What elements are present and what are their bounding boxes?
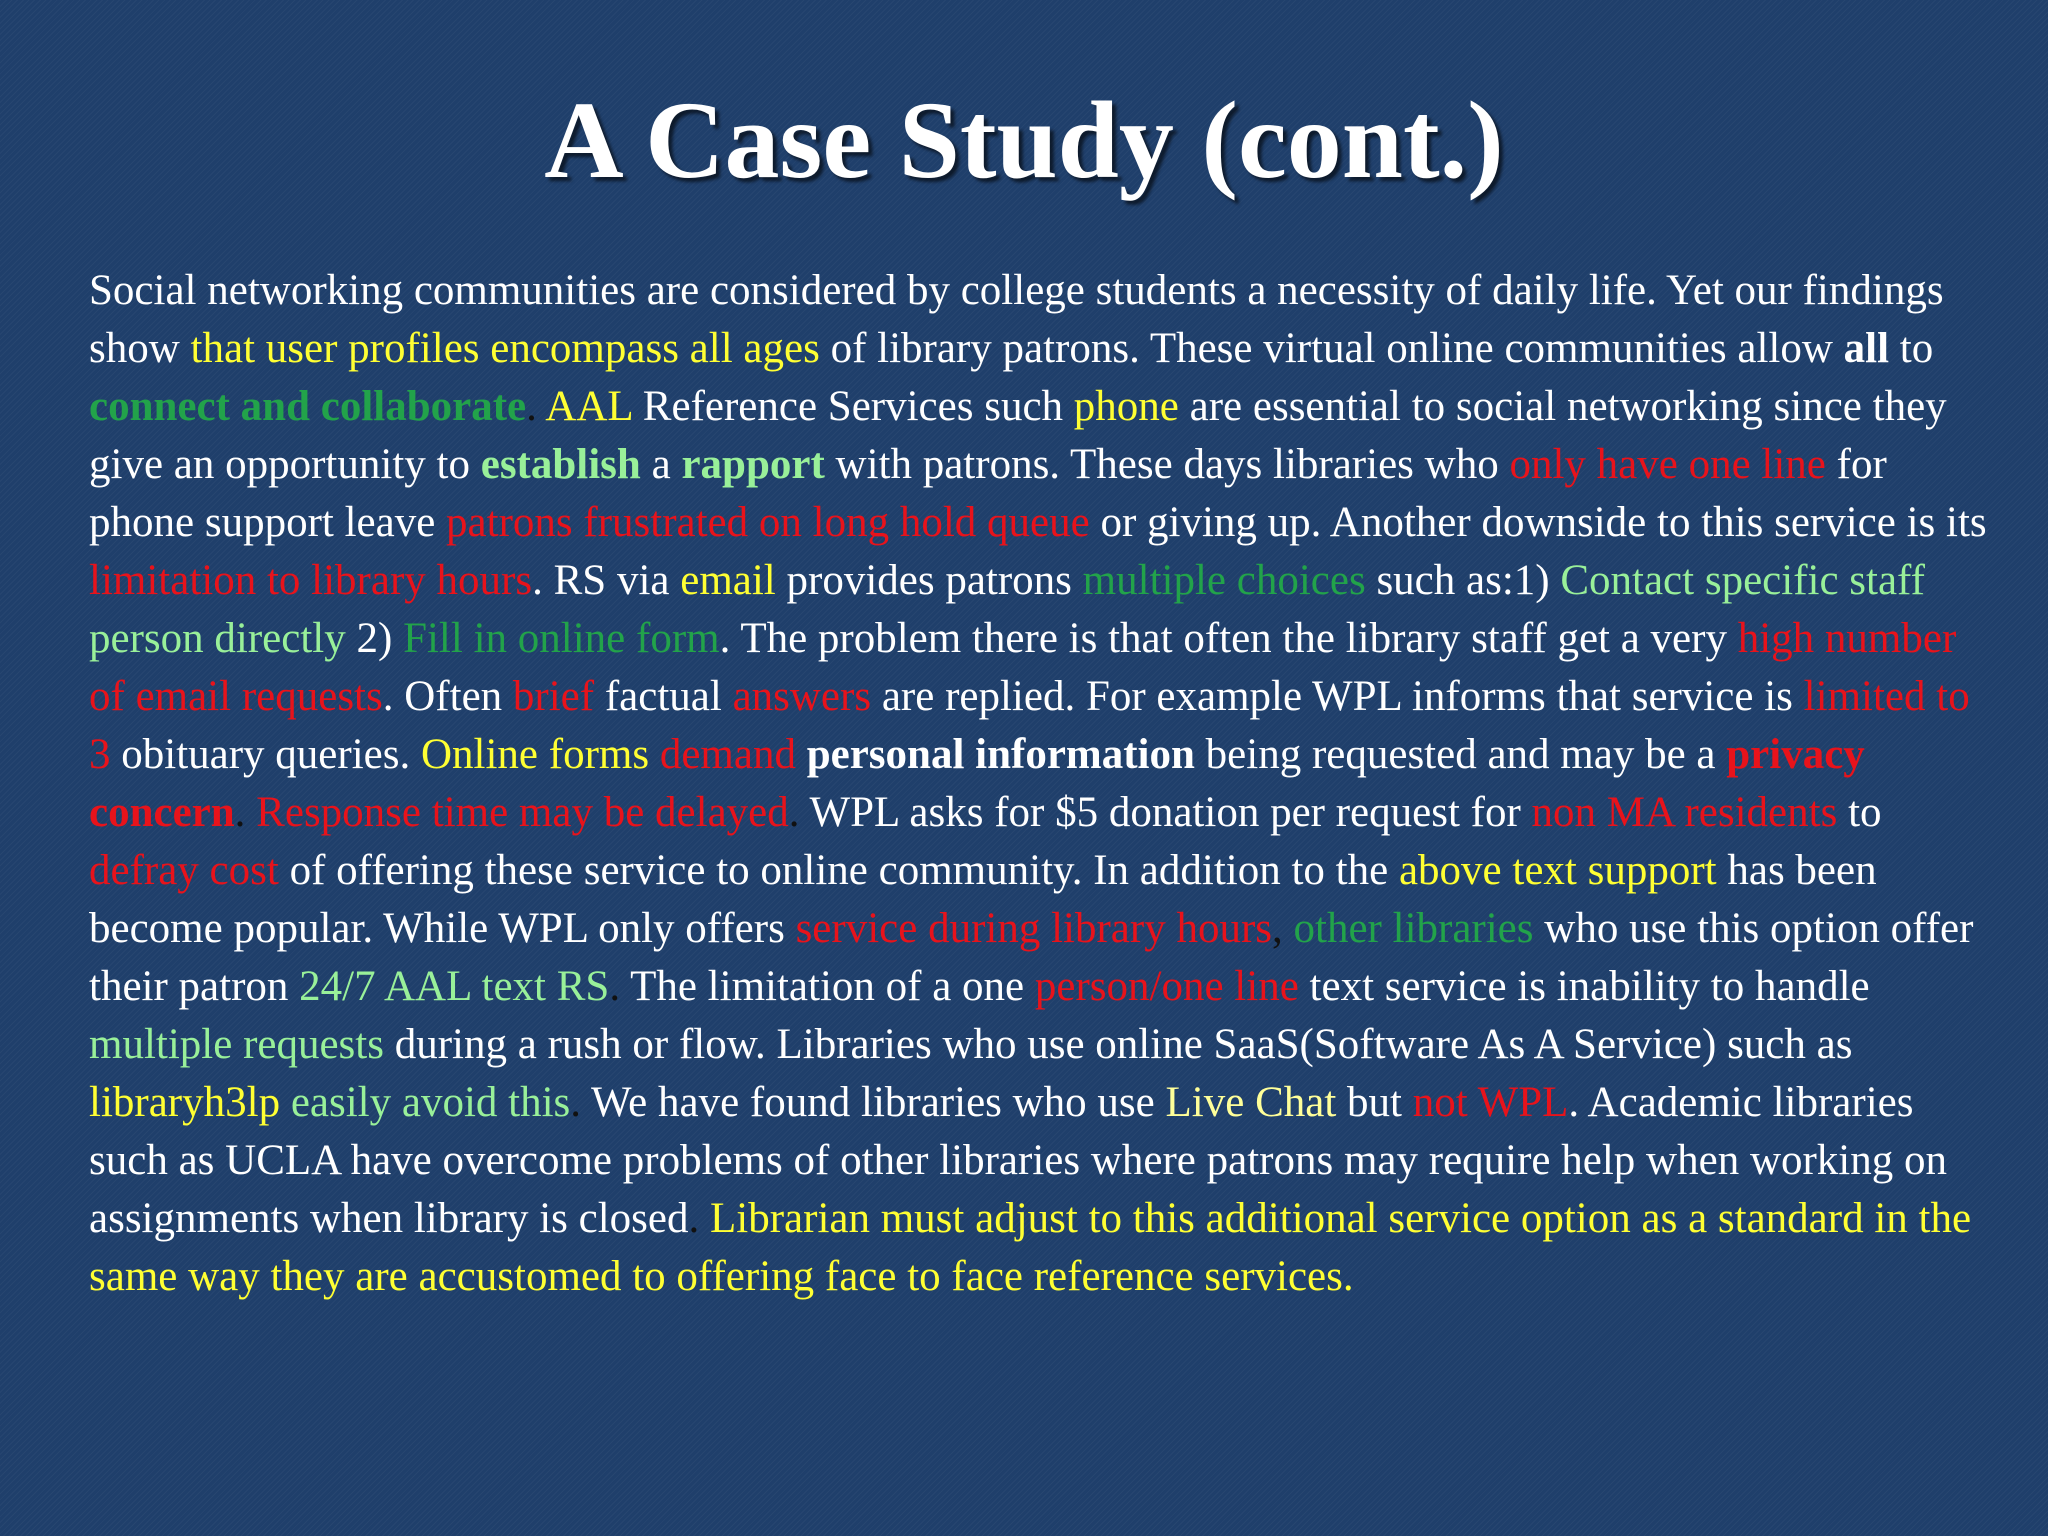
body-text-segment: but — [1336, 1079, 1413, 1126]
body-text-segment: connect and collaborate — [89, 383, 527, 430]
body-text-segment: has been become popular. While WPL only offers — [89, 847, 1877, 952]
body-text-segment: establish — [480, 441, 641, 488]
body-text-segment: above text support — [1398, 847, 1717, 894]
body-text-segment: such as:1) — [1365, 557, 1561, 604]
body-text-segment: . — [609, 963, 631, 1010]
body-text-segment: rapport — [681, 441, 825, 488]
body-text-segment: other libraries — [1293, 905, 1534, 952]
body-text-segment: that user profiles encompass all ages — [190, 325, 820, 372]
body-text-segment: to — [1889, 325, 1934, 372]
body-text-segment: . — [688, 1195, 711, 1242]
body-text-segment: Contact specific staff person directly — [89, 557, 1925, 662]
body-text-segment: to — [1837, 789, 1882, 836]
body-text-segment: . Often — [382, 673, 513, 720]
body-text-segment: Fill in online form — [403, 615, 720, 662]
body-text-segment: are replied. For example WPL informs that service is — [871, 673, 1804, 720]
body-text-segment: who use this option offer their patron — [89, 905, 1974, 1010]
body-text-segment: text service is inability to handle — [1298, 963, 1870, 1010]
body-text-segment: multiple requests — [89, 1021, 384, 1068]
body-text-segment: answers — [732, 673, 872, 720]
body-text-segment: only have one line — [1509, 441, 1826, 488]
body-text-segment: during a rush or flow. Libraries who use online SaaS(Software As A Service) such as — [383, 1021, 1853, 1068]
body-text-segment — [280, 1079, 291, 1126]
body-text-segment: We have found libraries who use — [591, 1079, 1166, 1126]
body-text-segment: Response time may be delayed — [256, 789, 789, 836]
body-text-segment: Librarian must adjust to this additional service option as a standard in the same way they are accustomed to offering face to face reference services. — [89, 1195, 1972, 1300]
body-text-segment: or giving up. Another downside to this service is its — [1089, 499, 1987, 546]
body-text-segment: AAL — [545, 383, 633, 430]
body-text-segment: phone — [1073, 383, 1179, 430]
body-text-segment: . Academic libraries such as UCLA have overcome problems of other libraries where patrons may require help when working on assignments when library is closed — [89, 1079, 1948, 1242]
body-text-segment — [649, 731, 660, 778]
body-text-segment: . — [788, 789, 810, 836]
body-text-segment: . — [526, 383, 546, 430]
body-text-segment: Live Chat — [1165, 1079, 1337, 1126]
body-text-segment: Reference Services such — [632, 383, 1074, 430]
body-text-segment: 24/7 AAL text RS — [299, 963, 610, 1010]
body-text-segment: obituary queries. — [110, 731, 421, 778]
body-text-segment: . — [234, 789, 257, 836]
body-text-segment: non MA residents — [1531, 789, 1838, 836]
body-text-segment — [796, 731, 807, 778]
body-text-segment: high number of email requests — [89, 615, 1957, 720]
body-text-segment: personal information — [806, 731, 1195, 778]
body-text-segment: easily avoid this — [290, 1079, 571, 1126]
slide-title: A Case Study (cont.) — [544, 79, 1504, 201]
slide-body-paragraph — [89, 262, 1989, 1306]
body-text-segment: Social networking communities are considered by college students a necessity of daily life. Yet our findings show — [89, 267, 1944, 372]
body-text-segment: demand — [659, 731, 796, 778]
body-text-segment: . — [570, 1079, 592, 1126]
body-text-segment: libraryh3lp — [89, 1079, 281, 1126]
body-text-segment: factual — [594, 673, 733, 720]
body-text-segment: person/one line — [1034, 963, 1299, 1010]
body-text-segment: . RS via — [532, 557, 681, 604]
body-text-segment: . The problem there is that often the library staff get a very — [719, 615, 1738, 662]
body-text-segment: 2) — [345, 615, 404, 662]
body-text-segment: patrons frustrated on long hold queue — [446, 499, 1090, 546]
body-text-segment: privacy concern — [89, 731, 1865, 836]
body-text-segment: not WPL — [1412, 1079, 1569, 1126]
body-text-segment: multiple choices — [1082, 557, 1366, 604]
body-text-segment: Online forms — [420, 731, 650, 778]
body-text-segment: being requested and may be a — [1194, 731, 1727, 778]
body-text-segment: all — [1843, 325, 1890, 372]
body-text-segment: WPL asks for $5 donation per request for — [809, 789, 1532, 836]
body-text-segment: limited to 3 — [89, 673, 1970, 778]
body-text-segment: service during library hours — [795, 905, 1273, 952]
body-text-segment: with patrons. These days libraries who — [824, 441, 1510, 488]
body-text-segment: of offering these service to online community. In addition to the — [278, 847, 1399, 894]
body-text-segment: brief — [512, 673, 595, 720]
body-text-segment: provides patrons — [775, 557, 1083, 604]
body-text-segment: for phone support leave — [89, 441, 1887, 546]
body-text-segment: a — [640, 441, 682, 488]
body-text-segment: defray cost — [89, 847, 279, 894]
body-text-segment: of library patrons. These virtual online communities allow — [819, 325, 1844, 372]
body-text-segment: email — [680, 557, 776, 604]
body-text-segment: , — [1272, 905, 1294, 952]
body-text-segment: limitation to library hours — [89, 557, 533, 604]
body-text-segment: The limitation of a one — [630, 963, 1035, 1010]
body-text-segment: are essential to social networking since they give an opportunity to — [89, 383, 1947, 488]
